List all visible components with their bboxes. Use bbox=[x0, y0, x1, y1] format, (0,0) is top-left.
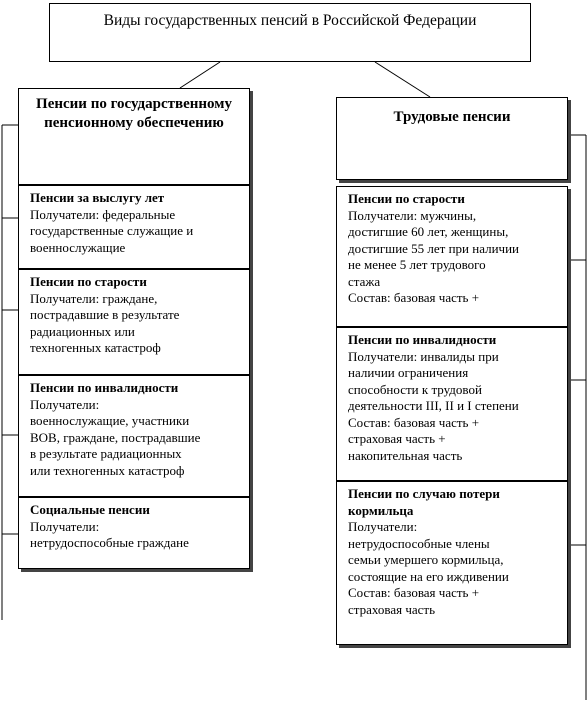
card-heading-continued: кормильца bbox=[348, 502, 414, 518]
card-line: радиационных или bbox=[30, 323, 135, 339]
card-line: Получатели: граждане, bbox=[30, 290, 158, 306]
diagram-title: Виды государственных пенсий в Российской Федерации bbox=[49, 3, 531, 62]
card-line: Получатели: bbox=[348, 519, 418, 534]
card-heading: Пенсии по старости bbox=[348, 191, 465, 206]
left-column-header: Пенсии по государственному пенсионному обеспечению bbox=[18, 88, 250, 185]
card-line: способности к трудовой bbox=[348, 381, 482, 397]
left-card-old-age-pension bbox=[18, 269, 250, 375]
card-line: деятельности III, II и I степени bbox=[348, 398, 519, 413]
right-card-old-age-pension bbox=[336, 186, 568, 327]
card-line: пострадавшие в результате bbox=[30, 307, 180, 322]
card-line: состоящие на его иждивении bbox=[348, 568, 509, 584]
card-line: Состав: базовая часть + bbox=[348, 585, 480, 600]
card-line: Получатели: инвалиды при bbox=[348, 348, 499, 364]
left-card-disability-pension bbox=[18, 375, 250, 497]
card-line: Состав: базовая часть + bbox=[348, 414, 480, 430]
card-line: наличии ограничения bbox=[348, 365, 469, 380]
card-line: Получатели: мужчины, bbox=[348, 207, 477, 223]
right-card-disability-pension bbox=[336, 327, 568, 481]
card-line: нетрудоспособные члены bbox=[348, 535, 490, 551]
card-line: страховая часть + bbox=[348, 431, 446, 446]
card-line: техногенных катастроф bbox=[30, 340, 161, 355]
left-card-seniority-pension bbox=[18, 185, 250, 269]
left-card-social-pension bbox=[18, 497, 250, 569]
card-line: Получатели: федеральные bbox=[30, 206, 176, 222]
card-line: военнослужащие bbox=[30, 239, 126, 255]
card-line: не менее 5 лет трудового bbox=[348, 257, 486, 272]
card-heading: Пенсии за выслугу лет bbox=[30, 190, 165, 205]
card-heading: Пенсии по инвалидности bbox=[30, 380, 179, 395]
card-line: Состав: базовая часть + bbox=[348, 290, 480, 305]
card-heading: Пенсии по случаю потери bbox=[348, 486, 500, 501]
card-line: государственные служащие и bbox=[30, 223, 194, 238]
card-heading: Пенсии по инвалидности bbox=[348, 332, 497, 347]
card-line: Получатели: bbox=[30, 518, 100, 534]
card-line: или техногенных катастроф bbox=[30, 462, 185, 478]
card-line: достигшие 60 лет, женщины, bbox=[348, 224, 509, 239]
card-line: военнослужащие, участники bbox=[30, 413, 190, 428]
card-line: семьи умершего кормильца, bbox=[348, 552, 504, 567]
card-heading: Социальные пенсии bbox=[30, 502, 150, 517]
card-line: в результате радиационных bbox=[30, 446, 182, 461]
card-line: нетрудоспособные граждане bbox=[30, 535, 189, 550]
card-line: стажа bbox=[348, 273, 381, 289]
card-line: страховая часть bbox=[348, 601, 436, 617]
right-card-survivor-pension bbox=[336, 481, 568, 645]
card-line: накопительная часть bbox=[348, 447, 463, 463]
right-column-header: Трудовые пенсии bbox=[336, 97, 568, 180]
card-heading: Пенсии по старости bbox=[30, 274, 147, 289]
card-line: Получатели: bbox=[30, 396, 100, 412]
card-line: достигшие 55 лет при наличии bbox=[348, 240, 520, 256]
card-line: ВОВ, граждане, пострадавшие bbox=[30, 429, 201, 445]
